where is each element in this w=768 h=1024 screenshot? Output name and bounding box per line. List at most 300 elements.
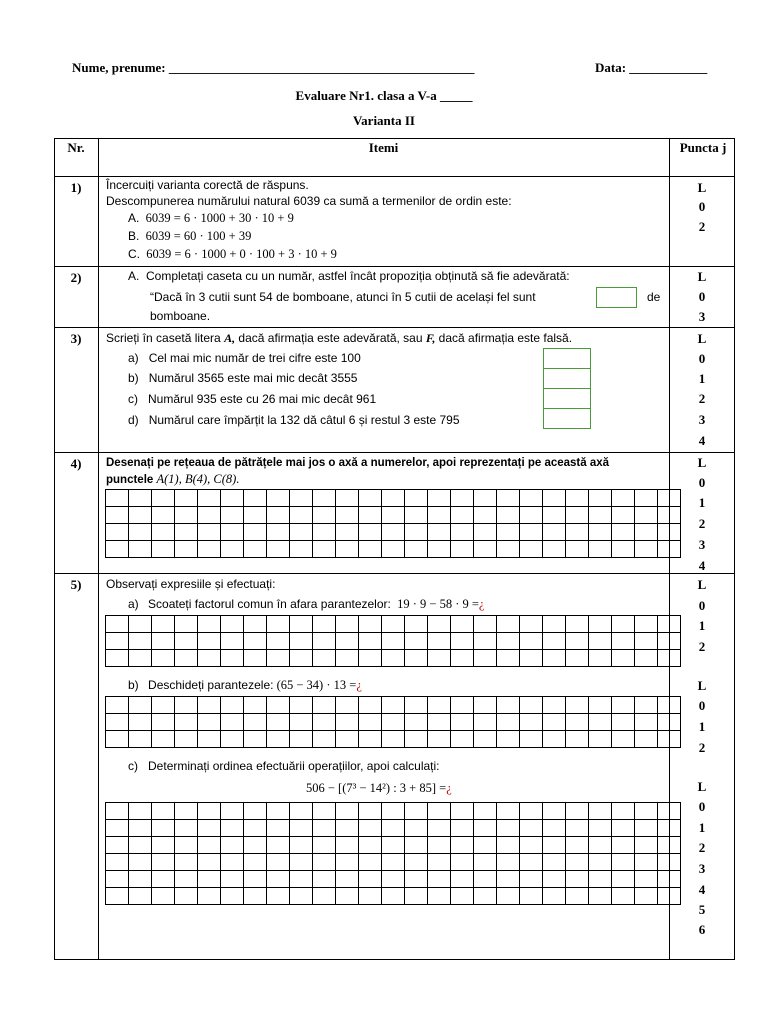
grid-cell[interactable] [543, 541, 566, 558]
grid-cell[interactable] [129, 837, 152, 854]
grid-cell[interactable] [221, 837, 244, 854]
grid-cell[interactable] [428, 854, 451, 871]
grid-cell[interactable] [313, 633, 336, 650]
grid-cell[interactable] [336, 871, 359, 888]
grid-cell[interactable] [589, 541, 612, 558]
grid-cell[interactable] [313, 854, 336, 871]
grid-cell[interactable] [589, 888, 612, 905]
grid-cell[interactable] [635, 633, 658, 650]
grid-cell[interactable] [267, 524, 290, 541]
grid-cell[interactable] [198, 888, 221, 905]
grid-cell[interactable] [313, 888, 336, 905]
grid-cell[interactable] [313, 650, 336, 667]
q3-answer-box-a[interactable] [543, 348, 591, 369]
grid-cell[interactable] [428, 820, 451, 837]
grid-cell[interactable] [267, 854, 290, 871]
grid-cell[interactable] [175, 837, 198, 854]
grid-cell[interactable] [152, 633, 175, 650]
grid-cell[interactable] [244, 697, 267, 714]
grid-cell[interactable] [543, 871, 566, 888]
q1-option-b[interactable]: B. 6039 = 60 · 100 + 39 [128, 229, 252, 243]
grid-cell[interactable] [198, 541, 221, 558]
grid-cell[interactable] [336, 524, 359, 541]
grid-cell[interactable] [244, 837, 267, 854]
grid-cell[interactable] [474, 650, 497, 667]
grid-cell[interactable] [635, 837, 658, 854]
grid-cell[interactable] [635, 507, 658, 524]
grid-cell[interactable] [612, 633, 635, 650]
grid-cell[interactable] [474, 490, 497, 507]
grid-cell[interactable] [129, 697, 152, 714]
grid-cell[interactable] [290, 697, 313, 714]
grid-cell[interactable] [336, 507, 359, 524]
grid-cell[interactable] [267, 650, 290, 667]
grid-cell[interactable] [428, 731, 451, 748]
grid-cell[interactable] [359, 837, 382, 854]
grid-cell[interactable] [589, 854, 612, 871]
date-field-label[interactable]: Data: ____________ [595, 60, 708, 75]
grid-cell[interactable] [520, 888, 543, 905]
grid-cell[interactable] [566, 507, 589, 524]
grid-cell[interactable] [428, 616, 451, 633]
grid-cell[interactable] [520, 524, 543, 541]
grid-cell[interactable] [359, 524, 382, 541]
grid-cell[interactable] [382, 650, 405, 667]
grid-cell[interactable] [152, 507, 175, 524]
grid-cell[interactable] [244, 633, 267, 650]
grid-cell[interactable] [566, 714, 589, 731]
grid-cell[interactable] [543, 837, 566, 854]
grid-cell[interactable] [221, 633, 244, 650]
grid-cell[interactable] [612, 507, 635, 524]
grid-cell[interactable] [359, 854, 382, 871]
grid-cell[interactable] [152, 697, 175, 714]
grid-cell[interactable] [451, 541, 474, 558]
grid-cell[interactable] [520, 803, 543, 820]
grid-cell[interactable] [497, 731, 520, 748]
grid-cell[interactable] [405, 697, 428, 714]
grid-cell[interactable] [543, 507, 566, 524]
grid-cell[interactable] [474, 616, 497, 633]
grid-cell[interactable] [520, 820, 543, 837]
q3-answer-box-b[interactable] [543, 368, 591, 389]
grid-cell[interactable] [451, 507, 474, 524]
grid-cell[interactable] [543, 731, 566, 748]
grid-cell[interactable] [290, 524, 313, 541]
grid-cell[interactable] [451, 616, 474, 633]
grid-cell[interactable] [474, 888, 497, 905]
grid-cell[interactable] [267, 490, 290, 507]
grid-cell[interactable] [382, 507, 405, 524]
grid-cell[interactable] [198, 524, 221, 541]
grid-cell[interactable] [451, 871, 474, 888]
grid-cell[interactable] [106, 524, 129, 541]
grid-cell[interactable] [474, 820, 497, 837]
grid-cell[interactable] [451, 697, 474, 714]
grid-cell[interactable] [290, 888, 313, 905]
grid-cell[interactable] [497, 507, 520, 524]
grid-cell[interactable] [474, 854, 497, 871]
grid-cell[interactable] [267, 507, 290, 524]
grid-cell[interactable] [313, 837, 336, 854]
grid-cell[interactable] [129, 507, 152, 524]
grid-cell[interactable] [635, 524, 658, 541]
grid-cell[interactable] [405, 888, 428, 905]
grid-cell[interactable] [221, 854, 244, 871]
grid-cell[interactable] [244, 871, 267, 888]
grid-cell[interactable] [313, 541, 336, 558]
grid-cell[interactable] [106, 633, 129, 650]
q4-drawing-grid[interactable] [105, 489, 681, 558]
grid-cell[interactable] [175, 616, 198, 633]
grid-cell[interactable] [612, 731, 635, 748]
grid-cell[interactable] [129, 650, 152, 667]
grid-cell[interactable] [152, 888, 175, 905]
grid-cell[interactable] [106, 871, 129, 888]
grid-cell[interactable] [290, 714, 313, 731]
grid-cell[interactable] [359, 697, 382, 714]
grid-cell[interactable] [152, 803, 175, 820]
grid-cell[interactable] [313, 731, 336, 748]
grid-cell[interactable] [451, 731, 474, 748]
grid-cell[interactable] [566, 490, 589, 507]
grid-cell[interactable] [359, 820, 382, 837]
grid-cell[interactable] [382, 714, 405, 731]
grid-cell[interactable] [221, 731, 244, 748]
grid-cell[interactable] [382, 731, 405, 748]
grid-cell[interactable] [175, 803, 198, 820]
grid-cell[interactable] [405, 541, 428, 558]
grid-cell[interactable] [451, 820, 474, 837]
grid-cell[interactable] [106, 697, 129, 714]
grid-cell[interactable] [382, 616, 405, 633]
grid-cell[interactable] [497, 650, 520, 667]
grid-cell[interactable] [612, 541, 635, 558]
q1-option-a[interactable]: A. 6039 = 6 · 1000 + 30 · 10 + 9 [128, 211, 294, 225]
grid-cell[interactable] [198, 803, 221, 820]
grid-cell[interactable] [635, 490, 658, 507]
grid-cell[interactable] [635, 697, 658, 714]
grid-cell[interactable] [175, 820, 198, 837]
grid-cell[interactable] [635, 714, 658, 731]
grid-cell[interactable] [451, 854, 474, 871]
grid-cell[interactable] [428, 888, 451, 905]
q3-answer-box-d[interactable] [543, 408, 591, 429]
grid-cell[interactable] [497, 697, 520, 714]
grid-cell[interactable] [267, 731, 290, 748]
grid-cell[interactable] [313, 820, 336, 837]
grid-cell[interactable] [635, 820, 658, 837]
grid-cell[interactable] [129, 871, 152, 888]
grid-cell[interactable] [106, 541, 129, 558]
grid-cell[interactable] [175, 524, 198, 541]
grid-cell[interactable] [152, 820, 175, 837]
grid-cell[interactable] [589, 803, 612, 820]
grid-cell[interactable] [267, 714, 290, 731]
grid-cell[interactable] [152, 854, 175, 871]
grid-cell[interactable] [175, 697, 198, 714]
grid-cell[interactable] [221, 820, 244, 837]
grid-cell[interactable] [198, 871, 221, 888]
grid-cell[interactable] [428, 650, 451, 667]
grid-cell[interactable] [566, 524, 589, 541]
grid-cell[interactable] [566, 820, 589, 837]
grid-cell[interactable] [428, 633, 451, 650]
grid-cell[interactable] [566, 854, 589, 871]
grid-cell[interactable] [106, 837, 129, 854]
grid-cell[interactable] [474, 633, 497, 650]
grid-cell[interactable] [129, 541, 152, 558]
grid-cell[interactable] [451, 633, 474, 650]
grid-cell[interactable] [405, 854, 428, 871]
grid-cell[interactable] [566, 888, 589, 905]
grid-cell[interactable] [198, 616, 221, 633]
grid-cell[interactable] [359, 731, 382, 748]
grid-cell[interactable] [589, 837, 612, 854]
grid-cell[interactable] [290, 507, 313, 524]
grid-cell[interactable] [612, 837, 635, 854]
grid-cell[interactable] [106, 714, 129, 731]
grid-cell[interactable] [566, 871, 589, 888]
q3-answer-box-c[interactable] [543, 388, 591, 409]
grid-cell[interactable] [382, 871, 405, 888]
grid-cell[interactable] [267, 837, 290, 854]
grid-cell[interactable] [198, 714, 221, 731]
grid-cell[interactable] [451, 888, 474, 905]
grid-cell[interactable] [497, 837, 520, 854]
grid-cell[interactable] [175, 490, 198, 507]
grid-cell[interactable] [359, 633, 382, 650]
grid-cell[interactable] [175, 541, 198, 558]
grid-cell[interactable] [129, 714, 152, 731]
grid-cell[interactable] [244, 507, 267, 524]
grid-cell[interactable] [589, 697, 612, 714]
grid-cell[interactable] [129, 820, 152, 837]
grid-cell[interactable] [566, 837, 589, 854]
grid-cell[interactable] [635, 731, 658, 748]
grid-cell[interactable] [336, 820, 359, 837]
grid-cell[interactable] [221, 650, 244, 667]
grid-cell[interactable] [612, 871, 635, 888]
grid-cell[interactable] [520, 616, 543, 633]
grid-cell[interactable] [405, 524, 428, 541]
grid-cell[interactable] [405, 731, 428, 748]
grid-cell[interactable] [635, 541, 658, 558]
grid-cell[interactable] [428, 871, 451, 888]
grid-cell[interactable] [497, 888, 520, 905]
grid-cell[interactable] [129, 633, 152, 650]
grid-cell[interactable] [497, 616, 520, 633]
grid-cell[interactable] [221, 697, 244, 714]
grid-cell[interactable] [290, 541, 313, 558]
grid-cell[interactable] [106, 490, 129, 507]
grid-cell[interactable] [497, 854, 520, 871]
grid-cell[interactable] [405, 633, 428, 650]
grid-cell[interactable] [313, 803, 336, 820]
grid-cell[interactable] [382, 854, 405, 871]
grid-cell[interactable] [543, 803, 566, 820]
grid-cell[interactable] [543, 697, 566, 714]
grid-cell[interactable] [129, 616, 152, 633]
grid-cell[interactable] [152, 490, 175, 507]
grid-cell[interactable] [152, 650, 175, 667]
grid-cell[interactable] [635, 854, 658, 871]
grid-cell[interactable] [198, 854, 221, 871]
grid-cell[interactable] [520, 490, 543, 507]
grid-cell[interactable] [336, 490, 359, 507]
grid-cell[interactable] [589, 714, 612, 731]
grid-cell[interactable] [198, 507, 221, 524]
grid-cell[interactable] [589, 490, 612, 507]
grid-cell[interactable] [267, 871, 290, 888]
grid-cell[interactable] [451, 837, 474, 854]
grid-cell[interactable] [244, 541, 267, 558]
grid-cell[interactable] [221, 616, 244, 633]
grid-cell[interactable] [520, 837, 543, 854]
grid-cell[interactable] [290, 616, 313, 633]
grid-cell[interactable] [359, 714, 382, 731]
grid-cell[interactable] [474, 803, 497, 820]
grid-cell[interactable] [451, 803, 474, 820]
grid-cell[interactable] [129, 731, 152, 748]
grid-cell[interactable] [290, 803, 313, 820]
grid-cell[interactable] [106, 854, 129, 871]
grid-cell[interactable] [175, 650, 198, 667]
grid-cell[interactable] [359, 650, 382, 667]
grid-cell[interactable] [566, 650, 589, 667]
grid-cell[interactable] [497, 524, 520, 541]
name-field-label[interactable]: Nume, prenume: _______________________________________________ [72, 60, 475, 75]
grid-cell[interactable] [543, 490, 566, 507]
grid-cell[interactable] [221, 714, 244, 731]
grid-cell[interactable] [336, 803, 359, 820]
grid-cell[interactable] [543, 714, 566, 731]
grid-cell[interactable] [175, 854, 198, 871]
grid-cell[interactable] [244, 714, 267, 731]
grid-cell[interactable] [405, 820, 428, 837]
grid-cell[interactable] [566, 731, 589, 748]
grid-cell[interactable] [198, 820, 221, 837]
grid-cell[interactable] [267, 820, 290, 837]
grid-cell[interactable] [359, 616, 382, 633]
grid-cell[interactable] [175, 633, 198, 650]
grid-cell[interactable] [612, 616, 635, 633]
grid-cell[interactable] [290, 650, 313, 667]
grid-cell[interactable] [336, 731, 359, 748]
grid-cell[interactable] [474, 871, 497, 888]
grid-cell[interactable] [566, 633, 589, 650]
grid-cell[interactable] [589, 731, 612, 748]
grid-cell[interactable] [198, 490, 221, 507]
grid-cell[interactable] [336, 888, 359, 905]
grid-cell[interactable] [451, 524, 474, 541]
grid-cell[interactable] [543, 854, 566, 871]
grid-cell[interactable] [290, 731, 313, 748]
grid-cell[interactable] [152, 731, 175, 748]
grid-cell[interactable] [106, 731, 129, 748]
grid-cell[interactable] [221, 803, 244, 820]
grid-cell[interactable] [175, 507, 198, 524]
grid-cell[interactable] [520, 714, 543, 731]
grid-cell[interactable] [474, 524, 497, 541]
grid-cell[interactable] [520, 507, 543, 524]
grid-cell[interactable] [336, 650, 359, 667]
grid-cell[interactable] [612, 714, 635, 731]
grid-cell[interactable] [290, 871, 313, 888]
grid-cell[interactable] [221, 541, 244, 558]
grid-cell[interactable] [221, 524, 244, 541]
grid-cell[interactable] [244, 820, 267, 837]
grid-cell[interactable] [198, 731, 221, 748]
grid-cell[interactable] [152, 524, 175, 541]
grid-cell[interactable] [451, 714, 474, 731]
grid-cell[interactable] [382, 633, 405, 650]
q5-b-work-grid[interactable] [105, 696, 681, 748]
grid-cell[interactable] [313, 871, 336, 888]
grid-cell[interactable] [405, 616, 428, 633]
grid-cell[interactable] [313, 524, 336, 541]
grid-cell[interactable] [497, 541, 520, 558]
grid-cell[interactable] [106, 888, 129, 905]
grid-cell[interactable] [520, 871, 543, 888]
grid-cell[interactable] [221, 888, 244, 905]
grid-cell[interactable] [106, 650, 129, 667]
grid-cell[interactable] [290, 490, 313, 507]
grid-cell[interactable] [382, 697, 405, 714]
grid-cell[interactable] [428, 714, 451, 731]
grid-cell[interactable] [244, 731, 267, 748]
grid-cell[interactable] [244, 490, 267, 507]
grid-cell[interactable] [244, 888, 267, 905]
grid-cell[interactable] [129, 490, 152, 507]
grid-cell[interactable] [244, 650, 267, 667]
grid-cell[interactable] [589, 633, 612, 650]
grid-cell[interactable] [175, 714, 198, 731]
grid-cell[interactable] [474, 541, 497, 558]
grid-cell[interactable] [198, 650, 221, 667]
grid-cell[interactable] [382, 888, 405, 905]
grid-cell[interactable] [267, 888, 290, 905]
q5-a-work-grid[interactable] [105, 615, 681, 667]
grid-cell[interactable] [198, 633, 221, 650]
grid-cell[interactable] [589, 616, 612, 633]
grid-cell[interactable] [359, 541, 382, 558]
grid-cell[interactable] [382, 820, 405, 837]
grid-cell[interactable] [198, 837, 221, 854]
grid-cell[interactable] [543, 650, 566, 667]
grid-cell[interactable] [451, 490, 474, 507]
grid-cell[interactable] [336, 854, 359, 871]
grid-cell[interactable] [612, 820, 635, 837]
grid-cell[interactable] [428, 524, 451, 541]
grid-cell[interactable] [474, 837, 497, 854]
grid-cell[interactable] [175, 888, 198, 905]
grid-cell[interactable] [313, 490, 336, 507]
grid-cell[interactable] [428, 697, 451, 714]
grid-cell[interactable] [267, 541, 290, 558]
grid-cell[interactable] [221, 490, 244, 507]
grid-cell[interactable] [382, 541, 405, 558]
grid-cell[interactable] [635, 871, 658, 888]
grid-cell[interactable] [405, 650, 428, 667]
grid-cell[interactable] [106, 820, 129, 837]
grid-cell[interactable] [152, 871, 175, 888]
grid-cell[interactable] [106, 616, 129, 633]
grid-cell[interactable] [152, 616, 175, 633]
grid-cell[interactable] [129, 524, 152, 541]
grid-cell[interactable] [244, 803, 267, 820]
grid-cell[interactable] [405, 507, 428, 524]
